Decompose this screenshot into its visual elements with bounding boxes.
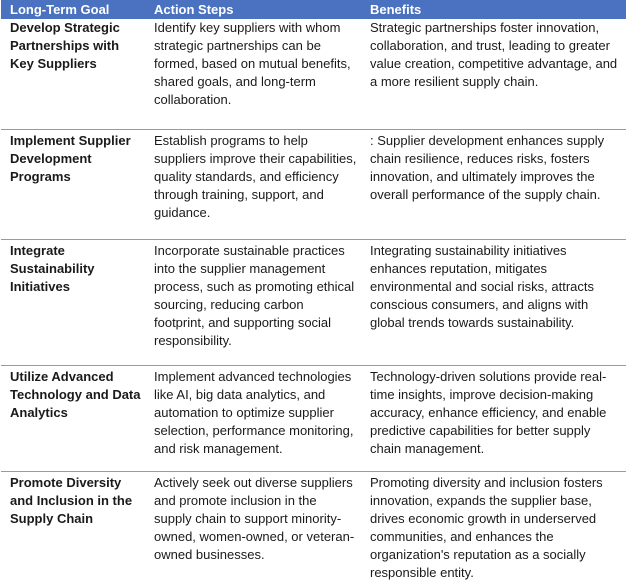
goal-cell: Integrate Sustainability Initiatives xyxy=(1,240,145,366)
goal-cell: Develop Strategic Partnerships with Key Suppliers xyxy=(1,19,145,130)
goals-table xyxy=(1,0,626,583)
table-row xyxy=(1,366,626,472)
benefits-cell: Technology-driven solutions provide real-time insights, improve decision-making accuracy, enhance efficiency, and enable predictive capabilities for better supply chain management. xyxy=(361,366,626,472)
header-actions: Action Steps xyxy=(145,0,361,19)
benefits-cell: : Supplier development enhances supply chain resilience, reduces risks, fosters innovation, and ultimately improves the overall performance of the supply chain. xyxy=(361,130,626,240)
header-benefits: Benefits xyxy=(361,0,626,19)
benefits-cell: Strategic partnerships foster innovation, collaboration, and trust, leading to greater value creation, competitive advantage, and a more resilient supply chain. xyxy=(361,19,626,130)
goal-cell: Implement Supplier Development Programs xyxy=(1,130,145,240)
actions-cell: Identify key suppliers with whom strategic partnerships can be formed, based on mutual benefits, shared goals, and long-term collaboration. xyxy=(145,19,361,130)
table-row xyxy=(1,19,626,130)
table-row xyxy=(1,472,626,583)
header-goal: Long-Term Goal xyxy=(1,0,145,19)
header-row xyxy=(1,0,626,19)
goal-cell: Utilize Advanced Technology and Data Analytics xyxy=(1,366,145,472)
benefits-cell: Integrating sustainability initiatives enhances reputation, mitigates environmental and social risks, attracts conscious consumers, and aligns with global trends towards sustainability. xyxy=(361,240,626,366)
table-row xyxy=(1,130,626,240)
actions-cell: Actively seek out diverse suppliers and promote inclusion in the supply chain to support minority-owned, women-owned, or veteran-owned businesses. xyxy=(145,472,361,583)
table-row xyxy=(1,240,626,366)
actions-cell: Incorporate sustainable practices into the supplier management process, such as promoting ethical sourcing, reducing carbon footprint, and supporting social responsibility. xyxy=(145,240,361,366)
benefits-cell: Promoting diversity and inclusion fosters innovation, expands the supplier base, drives economic growth in underserved communities, and enhances the organization's reputation as a socially responsible entity. xyxy=(361,472,626,583)
actions-cell: Establish programs to help suppliers improve their capabilities, quality standards, and efficiency through training, support, and guidance. xyxy=(145,130,361,240)
goal-cell: Promote Diversity and Inclusion in the Supply Chain xyxy=(1,472,145,583)
actions-cell: Implement advanced technologies like AI, big data analytics, and automation to optimize supplier selection, performance monitoring, and risk management. xyxy=(145,366,361,472)
